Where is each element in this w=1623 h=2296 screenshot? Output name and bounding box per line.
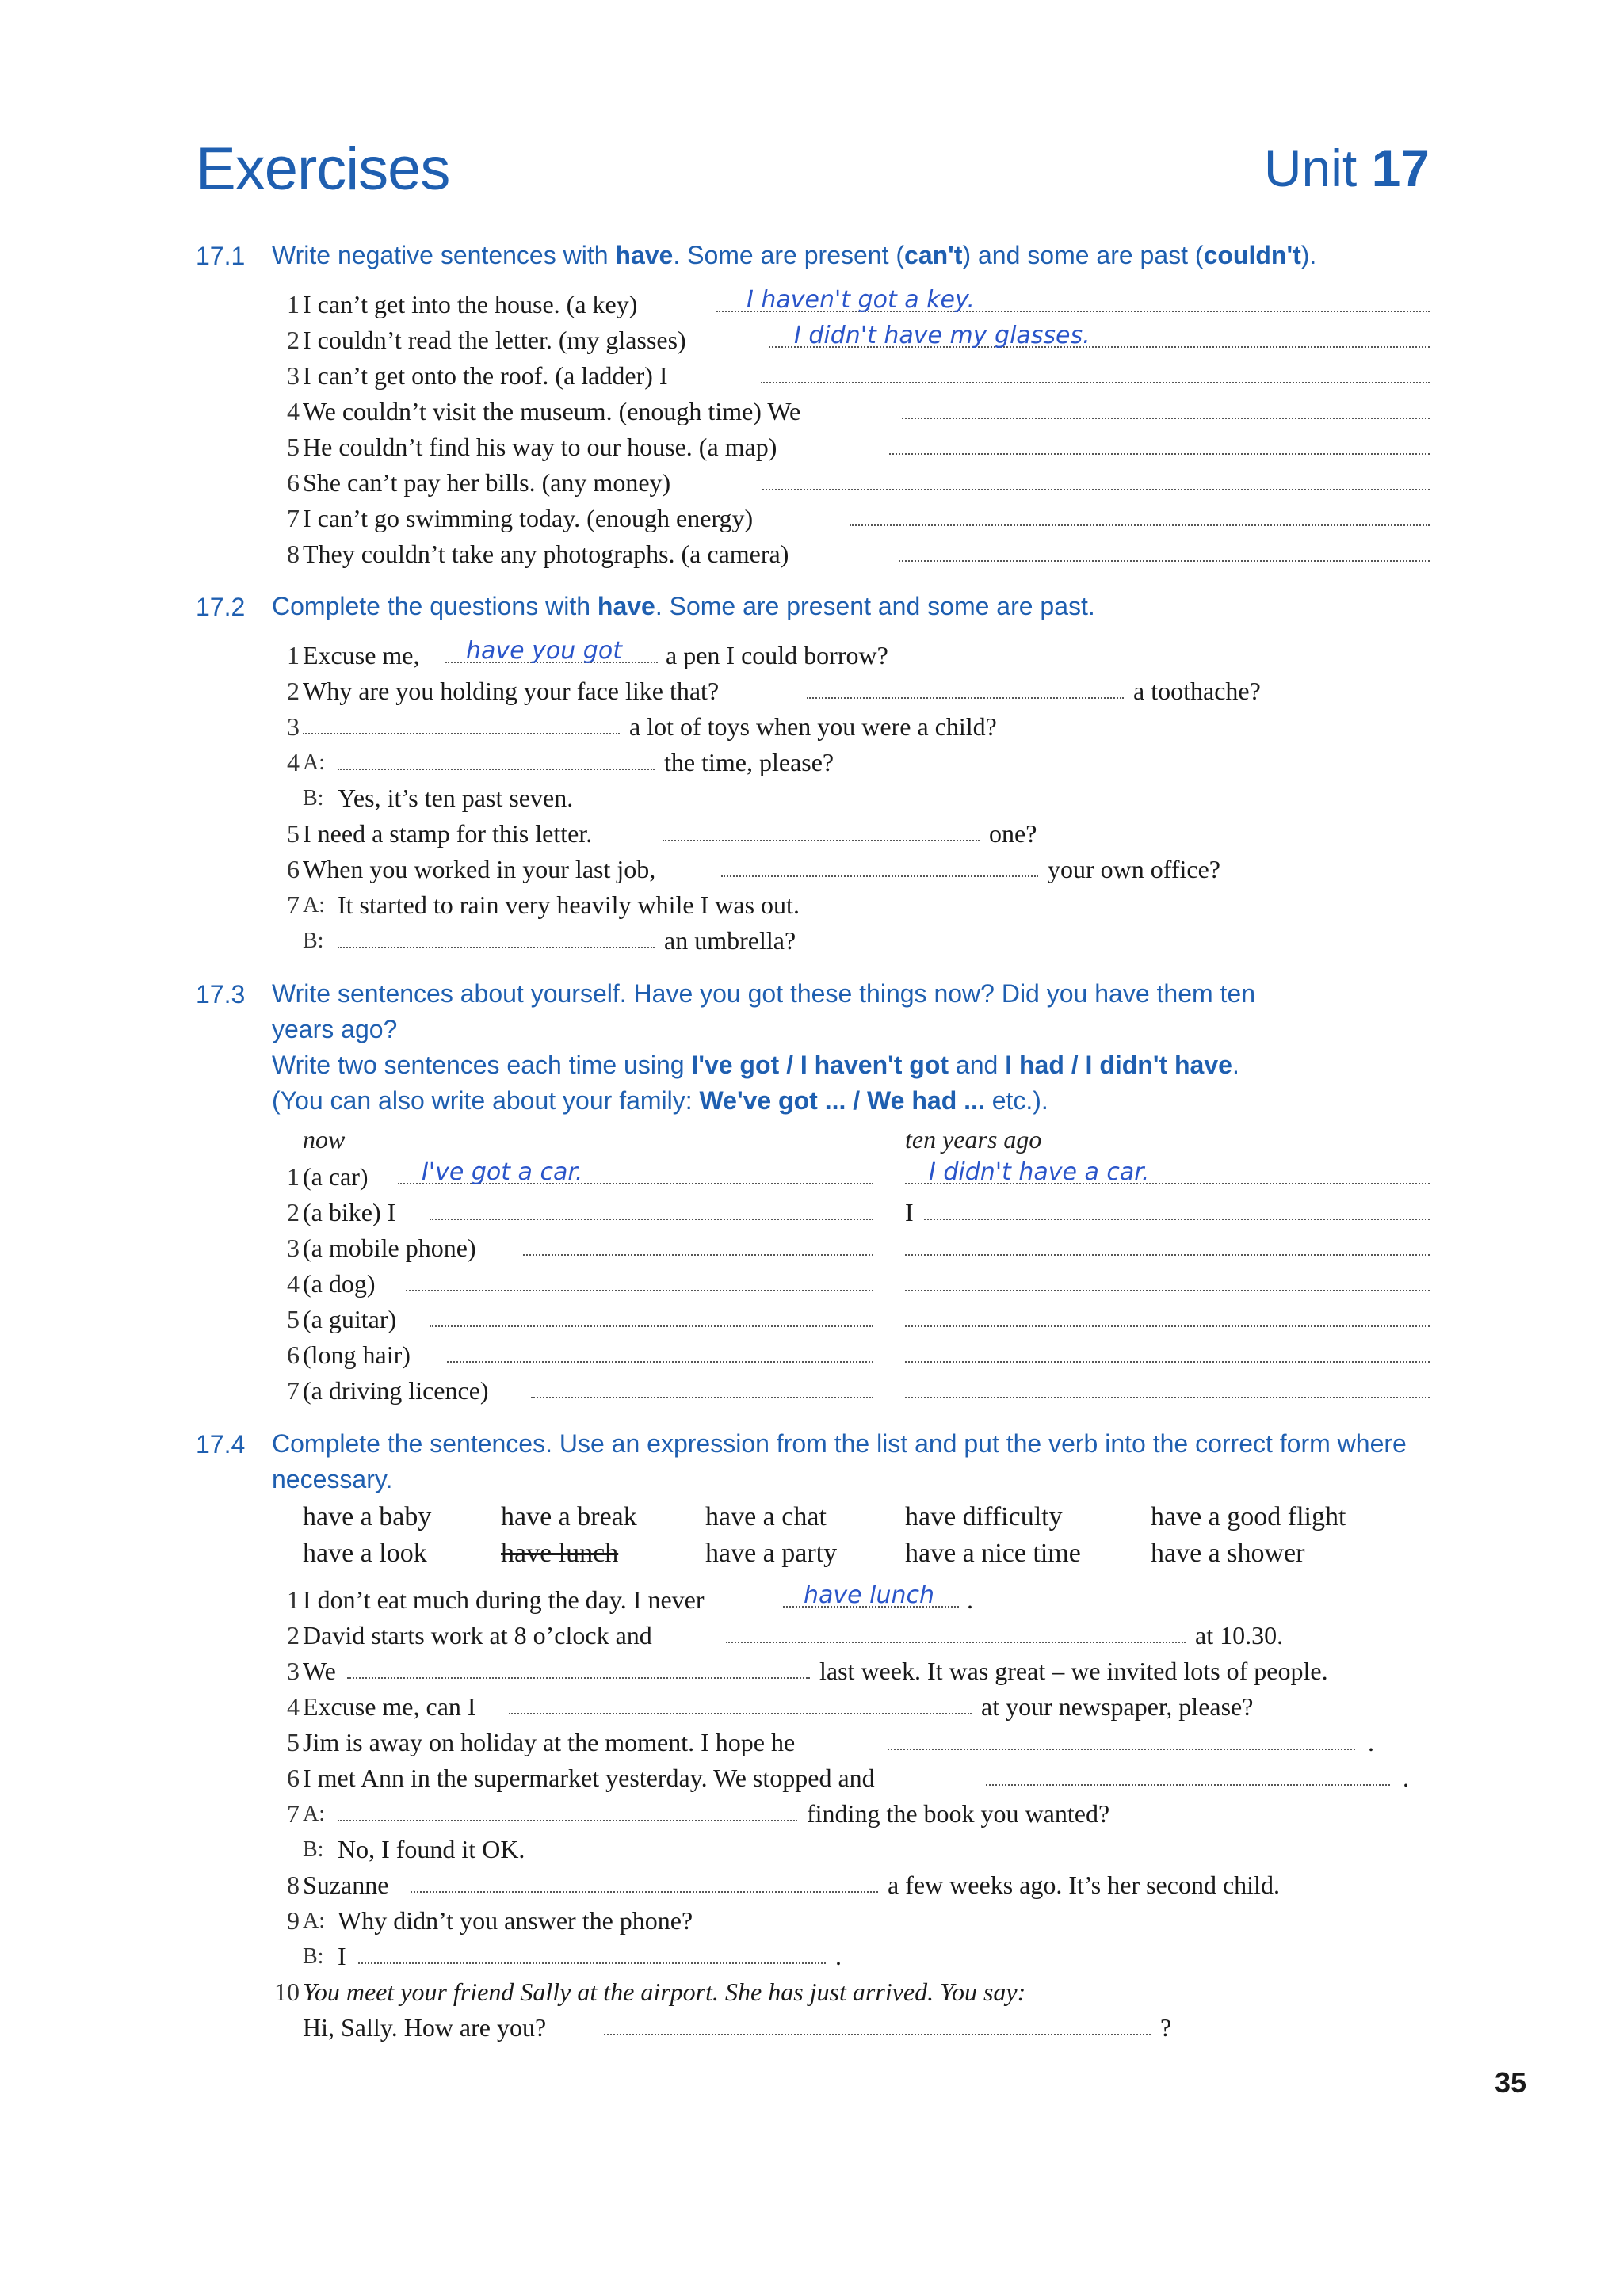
handwritten-answer: I didn't have my glasses. (794, 322, 1090, 349)
column-header-ten-years-ago: ten years ago (905, 1125, 1042, 1154)
unit-label: Unit 17 (1263, 139, 1430, 197)
handwritten-answer: I haven't got a key. (747, 286, 975, 314)
instruction-17-2: Complete the questions with have. Some are present and some are past. (272, 592, 1095, 620)
section-number-17-1: 17.1 (196, 242, 246, 270)
section-number-17-4: 17.4 (196, 1430, 246, 1459)
page-number: 35 (1494, 2066, 1526, 2099)
column-header-now: now (303, 1125, 346, 1154)
handwritten-answer: have lunch (804, 1581, 935, 1609)
instruction-17-3: Write sentences about yourself. Have you got these things now? Did you have them ten years ago? Write two sentences each time using I've got / I haven't got and I had / I didn't have. (You can also write about your family: We've got ... / We had ... etc.). (272, 979, 1256, 1115)
instruction-17-1: Write negative sentences with have. Some are present (can't) and some are past (couldn't). (272, 241, 1317, 269)
section-number-17-3: 17.3 (196, 980, 246, 1009)
instruction-17-4: Complete the sentences. Use an expression from the list and put the verb into the correct form where necessary. (272, 1429, 1407, 1493)
section-number-17-2: 17.2 (196, 593, 246, 621)
handwritten-answer: have you got (466, 637, 622, 665)
page-title: Exercises (196, 135, 450, 203)
handwritten-answer: I didn't have a car. (929, 1158, 1150, 1186)
handwritten-answer: I've got a car. (422, 1158, 583, 1186)
